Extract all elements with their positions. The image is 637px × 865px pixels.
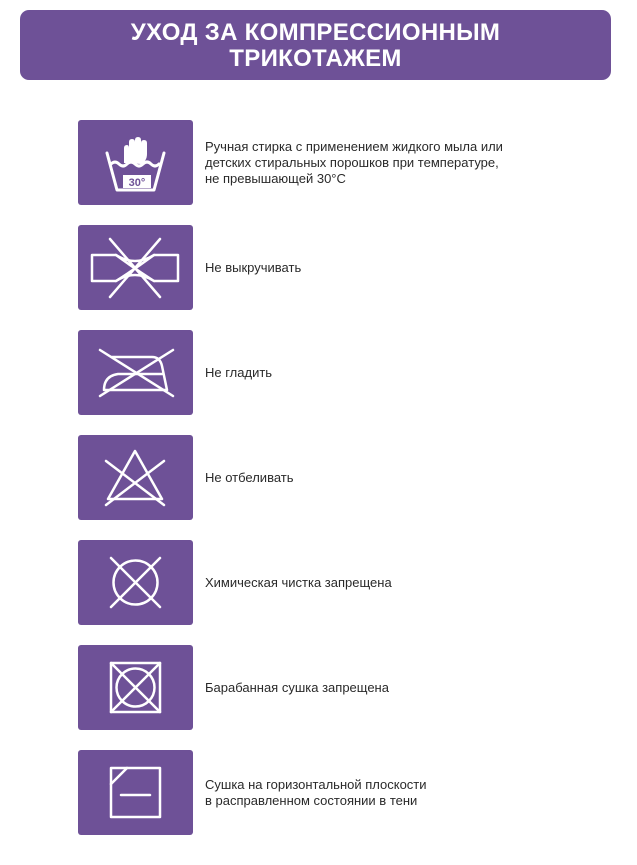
- care-item-description: [205, 225, 301, 310]
- care-item-description: [205, 120, 503, 205]
- description-line: в расправленном состоянии в тени: [205, 792, 418, 808]
- page-title-line-1: УХОД ЗА КОМПРЕССИОННЫМ: [130, 19, 501, 46]
- description-line: Не отбеливать: [205, 469, 294, 485]
- care-item-do-not-iron: [78, 330, 578, 415]
- care-item-do-not-dry-clean: [78, 540, 578, 625]
- care-item-do-not-wring: [78, 225, 578, 310]
- wash-temperature-text: 30°: [128, 177, 146, 189]
- description-line: Сушка на горизонтальной плоскости: [205, 776, 427, 792]
- care-item-do-not-bleach: [78, 435, 578, 520]
- hand-wash-30-icon: [78, 120, 193, 205]
- description-line: Не гладить: [205, 364, 273, 380]
- do-not-bleach-icon: [78, 435, 193, 520]
- care-item-description: [205, 435, 294, 520]
- page-title: [20, 10, 611, 80]
- care-item-description: [205, 645, 389, 730]
- description-line: Ручная стирка с применением жидкого мыла или: [205, 138, 503, 154]
- page-title-line-2: ТРИКОТАЖЕМ: [229, 45, 402, 72]
- description-line: Химическая чистка запрещена: [205, 574, 392, 590]
- dry-flat-in-shade-icon: [78, 750, 193, 835]
- care-item-description: [205, 750, 427, 835]
- care-item-description: [205, 330, 272, 415]
- do-not-tumble-dry-icon: [78, 645, 193, 730]
- description-line: не превышающей 30°С: [205, 170, 346, 186]
- do-not-dry-clean-icon: [78, 540, 193, 625]
- description-line: Барабанная сушка запрещена: [205, 679, 389, 695]
- care-item-dry-flat-shade: [78, 750, 578, 835]
- description-line: детских стиральных порошков при температуре,: [205, 154, 499, 170]
- do-not-iron-icon: [78, 330, 193, 415]
- do-not-wring-icon: [78, 225, 193, 310]
- description-line: Не выкручивать: [205, 259, 302, 275]
- care-item-do-not-tumble-dry: [78, 645, 578, 730]
- care-item-hand-wash: [78, 120, 578, 205]
- care-item-description: [205, 540, 392, 625]
